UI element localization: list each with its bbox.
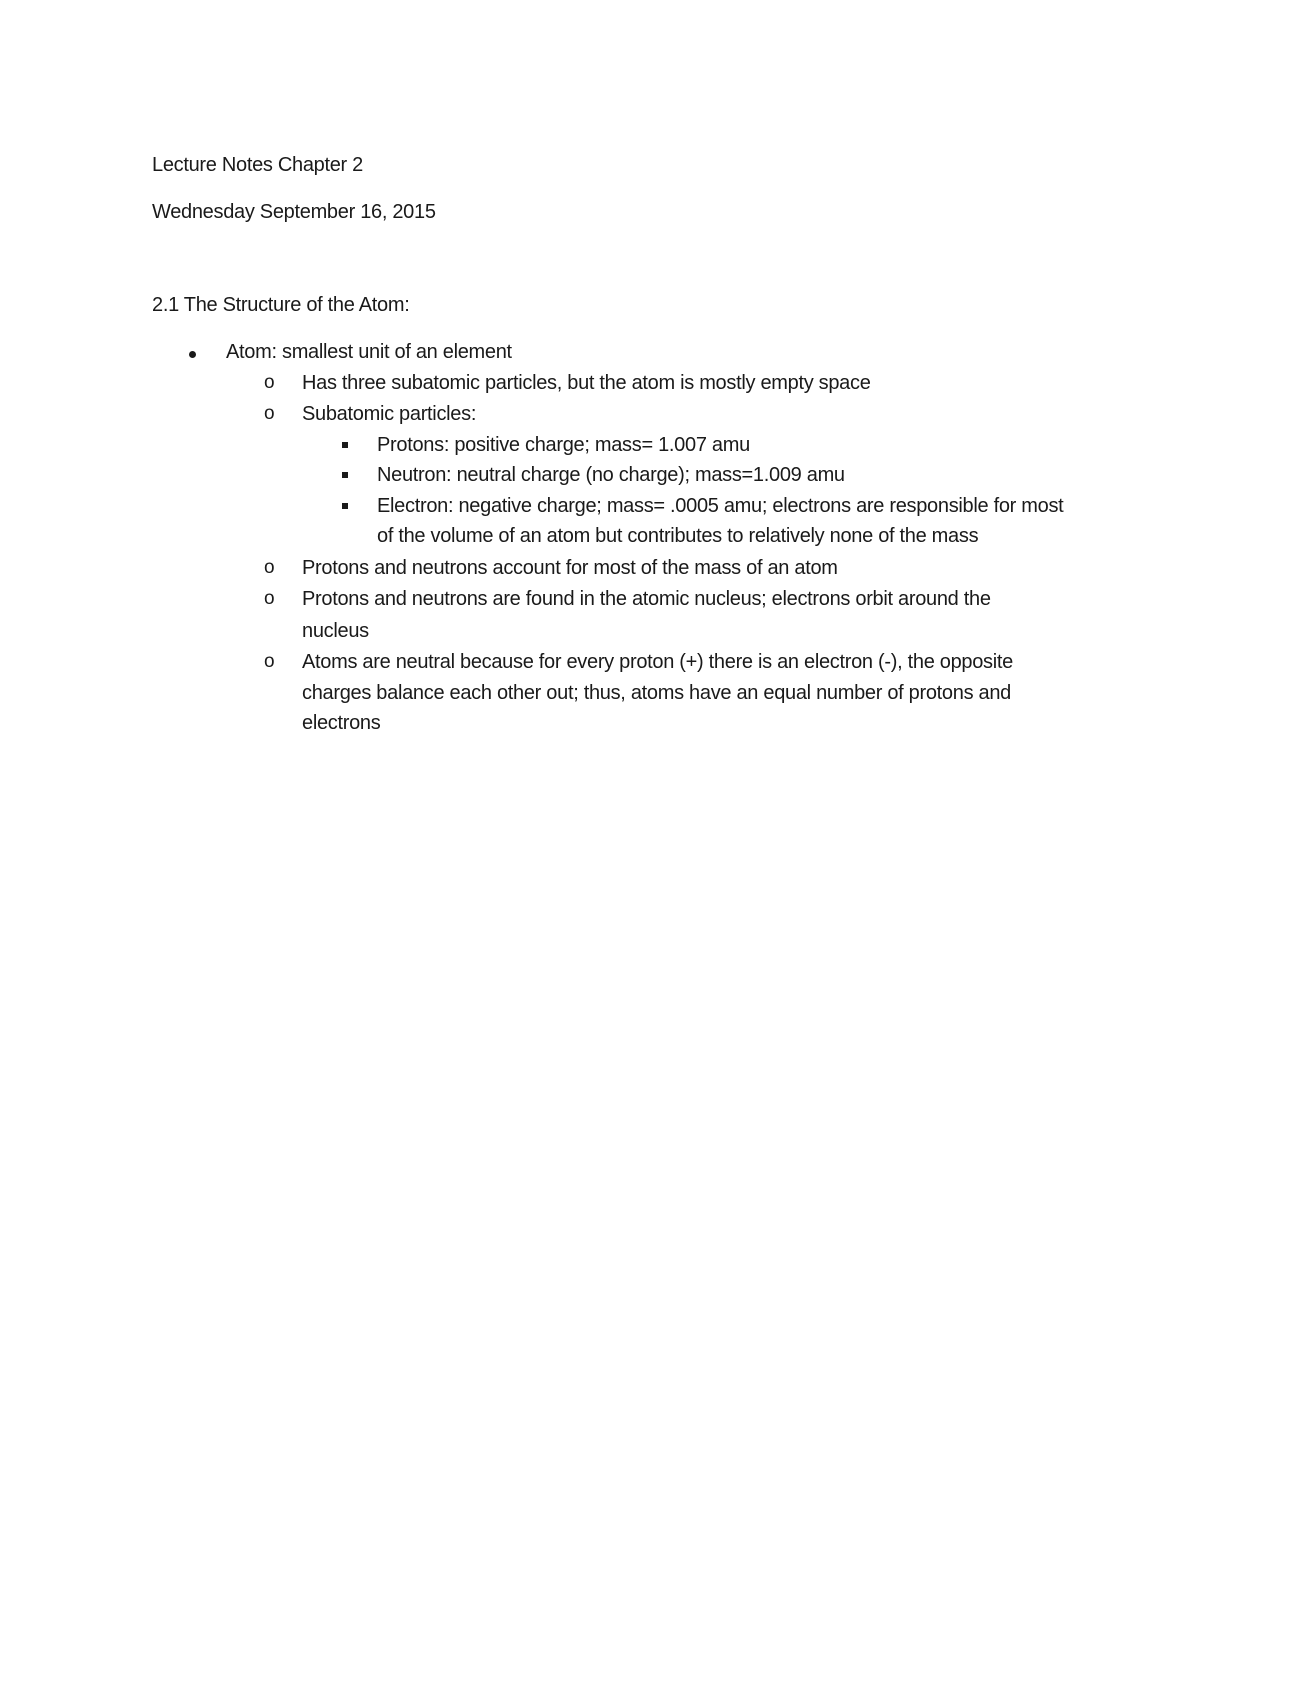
bullet-dot-icon	[189, 351, 196, 358]
circle-bullet-icon: o	[264, 403, 275, 424]
list-item-electron-line2: of the volume of an atom but contributes to relatively none of the mass	[377, 525, 979, 547]
list-item-subatomic-particles: Subatomic particles:	[302, 403, 477, 425]
circle-bullet-icon: o	[264, 588, 275, 609]
circle-bullet-icon: o	[264, 372, 275, 393]
list-item-nucleus-line1: Protons and neutrons are found in the atomic nucleus; electrons orbit around the	[302, 588, 991, 610]
list-item-neutron: Neutron: neutral charge (no charge); mass=1.009 amu	[377, 464, 845, 486]
list-item-neutral-line1: Atoms are neutral because for every proton (+) there is an electron (-), the opposite	[302, 651, 1013, 673]
list-item-neutral-line2: charges balance each other out; thus, atoms have an equal number of protons and	[302, 682, 1012, 704]
list-item-electron-line1: Electron: negative charge; mass= .0005 amu; electrons are responsible for most	[377, 495, 1064, 517]
document-date: Wednesday September 16, 2015	[152, 201, 436, 223]
list-item-neutral-line3: electrons	[302, 712, 381, 734]
square-bullet-icon	[342, 442, 348, 448]
section-heading: 2.1 The Structure of the Atom:	[152, 294, 410, 316]
list-item-protons: Protons: positive charge; mass= 1.007 amu	[377, 434, 750, 456]
list-item-atom: Atom: smallest unit of an element	[226, 341, 512, 363]
circle-bullet-icon: o	[264, 651, 275, 672]
square-bullet-icon	[342, 503, 348, 509]
list-item-nucleus-line2: nucleus	[302, 620, 369, 642]
list-item-mass: Protons and neutrons account for most of the mass of an atom	[302, 557, 838, 579]
square-bullet-icon	[342, 472, 348, 478]
document-title: Lecture Notes Chapter 2	[152, 154, 364, 176]
list-item-subatomic-count: Has three subatomic particles, but the atom is mostly empty space	[302, 372, 871, 394]
circle-bullet-icon: o	[264, 557, 275, 578]
